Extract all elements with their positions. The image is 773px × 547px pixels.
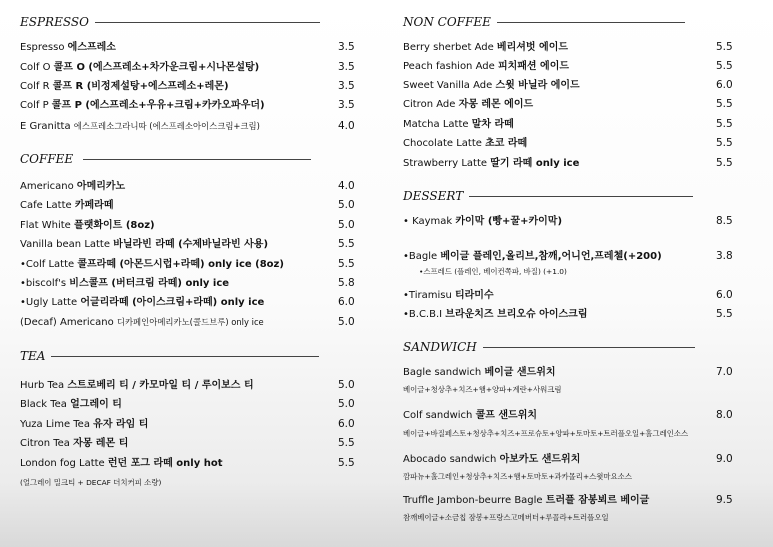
item-price: 5.5: [716, 137, 733, 149]
item-name-ko: 베이글 샌드위치: [484, 367, 556, 378]
section-title: [403, 15, 733, 29]
item-price: 3.8: [716, 250, 733, 262]
item-name-en: Abocado sandwich: [403, 454, 497, 465]
item-name-en: Flat White: [20, 220, 71, 231]
item-name-ko: 베이글 플레인,올리브,참깨,어니언,프레첼(+200): [440, 251, 662, 262]
item-name-en: Colf sandwich: [403, 410, 473, 421]
item-name-ko: 베리셔벗 에이드: [496, 42, 569, 53]
item-price: 5.5: [716, 118, 733, 130]
item-name-ko: 스트로베리 티 / 카모마일 티 / 루이보스 티: [67, 380, 254, 391]
item-name-en: •biscolf's: [20, 278, 67, 289]
item-name-en: •Bagle: [403, 251, 438, 262]
item-price: 5.0: [338, 398, 355, 410]
item-name-ko: 카이막 (빵+꿀+카이막): [455, 216, 563, 227]
item-name-en: Espresso: [20, 42, 65, 53]
item-name-ko: 에스프레소: [67, 42, 116, 53]
section-title: [20, 15, 355, 29]
item-price: 4.0: [338, 180, 355, 192]
item-price: 3.5: [338, 80, 355, 92]
item-name-ko: 딸기 라떼 only ice: [490, 158, 580, 169]
item-name-ko: 초코 라떼: [485, 138, 528, 149]
item-name-ko: 자몽 레몬 에이드: [458, 99, 534, 110]
item-name-en: Citron Tea: [20, 438, 70, 449]
item-name-ko: 아메리카노: [76, 181, 126, 192]
item-name-en: Colf O: [20, 62, 51, 73]
section-rule: [95, 22, 320, 23]
item-note: 깜파뉴+홀그레인+청상추+치즈+햄+토마토+과카몰리+스윗마요소스: [403, 472, 632, 481]
item-note: 베이글+바질페스토+청상추+치즈+프로슈토+양파+토마토+트러플오일+홀그레인소스: [403, 429, 689, 438]
item-name-ko: 디카페인아메리카노(콜드브루) only ice: [116, 317, 264, 327]
non-coffee-section: [403, 15, 733, 29]
item-price: 6.0: [338, 296, 355, 308]
item-name-ko: 플랫화이트 (8oz): [74, 220, 155, 231]
item-name-ko: 카페라떼: [74, 200, 114, 211]
sandwich-title: SANDWICH: [403, 340, 477, 354]
tea-title: TEA: [20, 349, 46, 363]
item-name-en: Colf P: [20, 100, 49, 111]
item-name-ko: 트러플 잠봉뵈르 베이글: [545, 495, 650, 506]
section-title: [20, 152, 355, 166]
item-price: 9.0: [716, 453, 733, 465]
item-price: 5.5: [716, 98, 733, 110]
section-rule: [51, 356, 319, 357]
item-name-en: Truffle Jambon-beurre Bagle: [403, 495, 543, 506]
item-name-en: •Tiramisu: [403, 290, 452, 301]
item-price: 5.5: [716, 41, 733, 53]
item-price: 5.0: [338, 316, 355, 328]
item-price: 4.0: [338, 120, 355, 132]
item-name-en: Berry sherbet Ade: [403, 42, 494, 53]
espresso-section: [20, 15, 355, 29]
item-name-ko: 자몽 레몬 티: [73, 438, 129, 449]
dessert-section: [403, 189, 733, 203]
section-rule: [497, 22, 685, 23]
item-name-ko: 유자 라임 티: [93, 419, 149, 430]
item-name-en: Citron Ade: [403, 99, 456, 110]
item-name-ko: 바닐라빈 라떼 (수제바닐라빈 사용): [113, 239, 269, 250]
item-note: (얼그레이 밀크티 + DECAF 더치커피 소량): [20, 478, 162, 487]
item-price: 5.5: [338, 238, 355, 250]
item-name-ko: 콜프 O (에스프레소+차가운크림+시나몬설탕): [53, 62, 260, 73]
item-price: 5.0: [338, 379, 355, 391]
item-price: 3.5: [338, 99, 355, 111]
item-price: 5.5: [716, 60, 733, 72]
dessert-title: DESSERT: [403, 189, 464, 203]
item-name-ko: 브라운치즈 브리오슈 아이스크림: [445, 309, 588, 320]
item-name-en: Americano: [20, 181, 74, 192]
item-price: 6.0: [338, 418, 355, 430]
item-name-ko: 스윗 바닐라 에이드: [495, 80, 580, 91]
item-name-en: E Granitta: [20, 121, 71, 132]
section-rule: [83, 159, 311, 160]
item-price: 3.5: [338, 61, 355, 73]
item-price: 3.5: [338, 41, 355, 53]
item-name-en: Bagle sandwich: [403, 367, 482, 378]
item-name-ko: 말차 라떼: [471, 119, 514, 130]
item-note: 참깨베이글+소금칩 잠봉+프랑스고메버터+루꼴라+트러플오일: [403, 513, 609, 522]
item-price: 5.0: [338, 219, 355, 231]
item-name-ko: 어글리라떼 (아이스크림+라떼) only ice: [80, 297, 265, 308]
item-note: 베이글+청상추+치즈+햄+양파+계란+사워크림: [403, 385, 562, 394]
item-name-en: Hurb Tea: [20, 380, 65, 391]
item-name-en: Black Tea: [20, 399, 67, 410]
item-name-en: • Kaymak: [403, 216, 453, 227]
item-name-ko: 티라미수: [454, 290, 494, 301]
item-name-ko: 런던 포그 라떼 only hot: [107, 458, 223, 469]
item-note: •스프레드 (플레인, 베이컨쪽파, 바질) (+1.0): [419, 267, 567, 276]
section-rule: [483, 347, 695, 348]
item-name-ko: 비스콜프 (버터크림 라떼) only ice: [69, 278, 230, 289]
non-coffee-title: NON COFFEE: [403, 15, 491, 29]
coffee-section: [20, 152, 355, 166]
item-price: 5.5: [338, 457, 355, 469]
item-name-ko: 콜프라떼 (아몬드시럽+라떼) only ice (8oz): [77, 259, 284, 270]
section-title: [403, 340, 733, 354]
item-name-en: Cafe Latte: [20, 200, 72, 211]
item-price: 5.8: [338, 277, 355, 289]
coffee-title: COFFEE: [20, 152, 74, 166]
espresso-title: ESPRESSO: [20, 15, 89, 29]
item-name-ko: 콜프 P (에스프레소+우유+크림+카카오파우더): [51, 100, 265, 111]
item-price: 6.0: [716, 79, 733, 91]
item-price: 7.0: [716, 366, 733, 378]
item-name-en: Matcha Latte: [403, 119, 469, 130]
item-name-ko: 얼그레이 티: [70, 399, 122, 410]
item-name-en: Sweet Vanilla Ade: [403, 80, 493, 91]
item-name-en: (Decaf) Americano: [20, 317, 114, 328]
item-price: 5.5: [338, 437, 355, 449]
item-name-en: •Ugly Latte: [20, 297, 78, 308]
tea-section: [20, 349, 355, 363]
item-price: 5.5: [716, 308, 733, 320]
item-name-ko: 콜프 샌드위치: [475, 410, 538, 421]
section-title: [403, 189, 733, 203]
item-price: 9.5: [716, 494, 733, 506]
item-price: 5.0: [338, 199, 355, 211]
item-name-ko: 에스프레소그라니따 (에스프레소아이스크림+크림): [73, 121, 260, 131]
item-name-en: Colf R: [20, 81, 50, 92]
item-name-ko: 아보카도 샌드위치: [499, 454, 581, 465]
item-name-en: •B.C.B.I: [403, 309, 443, 320]
item-name-en: Vanilla bean Latte: [20, 239, 111, 250]
item-price: 6.0: [716, 289, 733, 301]
item-price: 5.5: [338, 258, 355, 270]
item-name-en: London fog Latte: [20, 458, 105, 469]
item-price: 8.5: [716, 215, 733, 227]
item-price: 8.0: [716, 409, 733, 421]
item-name-en: Peach fashion Ade: [403, 61, 495, 72]
item-price: 5.5: [716, 157, 733, 169]
item-name-ko: 피치패션 에이드: [497, 61, 570, 72]
section-title: [20, 349, 355, 363]
item-name-en: Chocolate Latte: [403, 138, 482, 149]
item-name-en: Strawberry Latte: [403, 158, 488, 169]
section-rule: [469, 196, 693, 197]
sandwich-section: [403, 340, 733, 354]
item-name-ko: 콜프 R (비정제설탕+에스프레소+레몬): [52, 81, 229, 92]
item-name-en: •Colf Latte: [20, 259, 75, 270]
item-name-en: Yuza Lime Tea: [20, 419, 90, 430]
